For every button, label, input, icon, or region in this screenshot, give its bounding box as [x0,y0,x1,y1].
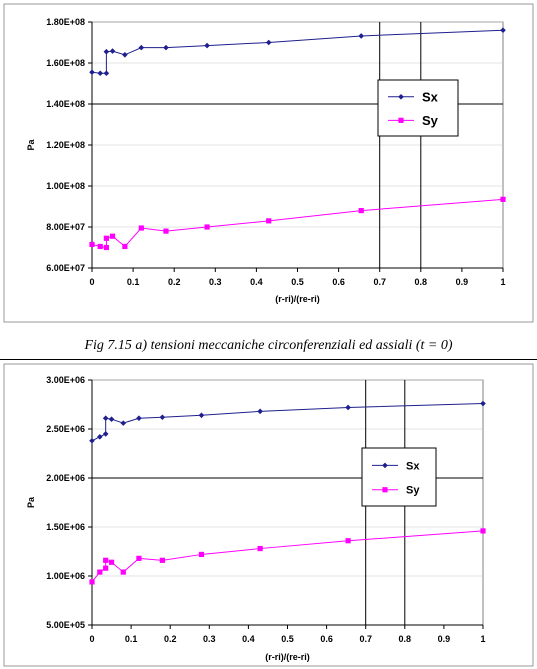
chart-2-series-sy-point [97,569,102,574]
chart-1-y-tick-label: 1.40E+08 [46,99,85,109]
chart-2-series-sy-point [103,558,108,563]
chart-2-x-tick-label: 1 [480,634,486,644]
chart-1-series-sy-point [104,236,109,241]
chart-1-x-tick-label: 0.3 [209,277,222,287]
chart-1-x-tick-label: 0.1 [126,277,140,287]
chart-1-y-tick-label: 8.00E+07 [46,222,85,232]
chart-1-series-sy-point [163,229,168,234]
chart-2-series-sy-point [480,528,485,533]
chart-2-series-sy-point [109,560,114,565]
chart-1-legend-sy-label: Sy [422,113,438,128]
chart-2-series-sy-point [89,579,94,584]
chart-1-series-sy-point [266,218,271,223]
chart-2-series-sy-point [160,558,165,563]
chart-1-series-sy-point [122,244,127,249]
chart-2-x-tick-label: 0.4 [242,634,255,644]
chart-2-y-axis-title: Pa [26,496,36,509]
chart-1-series-sy-point [204,224,209,229]
chart-1-x-tick-label: 0.6 [332,277,345,287]
chart-1-x-tick-label: 0.8 [414,277,428,287]
chart-2-x-tick-label: 0.2 [163,634,177,644]
chart-2-y-tick-label: 2.50E+06 [46,424,85,434]
chart-1-y-axis-title: Pa [26,139,36,151]
chart-1-series-sy-point [89,242,94,247]
chart-1-x-tick-label: 0.5 [291,277,304,287]
chart-2-series-sy-point [103,566,108,571]
section-divider [0,359,537,360]
chart-2-y-tick-label: 1.50E+06 [46,522,85,532]
chart-2-x-axis-title: (r-ri)/(re-ri) [265,652,310,662]
chart-1-series-sy-point [500,197,505,202]
chart-2-series-sy-point [346,538,351,543]
chart-1 [4,4,533,322]
chart-2-y-tick-label: 3.00E+06 [46,375,85,385]
chart-2-series-sy-point [121,569,126,574]
chart-1-x-tick-label: 0.4 [250,277,263,287]
chart-1-y-tick-label: 1.20E+08 [46,140,85,150]
chart-2-x-tick-label: 0.7 [359,634,372,644]
chart-2-legend-sx-label: Sx [406,460,420,473]
chart-1-y-tick-label: 1.80E+08 [46,17,85,27]
chart-2-legend-box [362,448,436,506]
chart-2-series-sy-point [199,552,204,557]
chart-2-legend-sy-label: Sy [406,484,420,497]
chart-2-x-tick-label: 0.3 [203,634,216,644]
figure-caption: Fig 7.15 a) tensioni meccaniche circonferenziali ed assiali (t = 0) [84,338,453,353]
chart-2-series-sy-point [258,546,263,551]
chart-2-series-sy-point [136,556,141,561]
chart-1-series-sy-point [359,208,364,213]
chart-1-series-sy-point [139,225,144,230]
chart-2-x-tick-label: 0 [89,634,95,644]
chart-1-x-tick-label: 1 [500,277,506,287]
chart-1-x-tick-label: 0.7 [373,277,386,287]
chart-1-legend-sx-label: Sx [422,89,438,105]
chart-1-x-tick-label: 0.2 [167,277,181,287]
chart-2-y-tick-label: 2.00E+06 [46,473,85,483]
chart-2-y-tick-label: 5.00E+05 [46,620,85,630]
chart-1-x-tick-label: 0 [89,277,95,287]
chart-2-legend-sy-marker [382,487,387,492]
chart-2-x-tick-label: 0.1 [124,634,138,644]
chart-1-y-tick-label: 6.00E+07 [46,263,85,273]
chart-1-y-tick-label: 1.00E+08 [46,181,85,191]
chart-2-x-tick-label: 0.9 [437,634,451,644]
chart-1-legend-sy-marker [398,118,403,123]
chart-1-x-axis-title: (r-ri)/(re-ri) [275,294,320,304]
chart-1-series-sy-point [98,244,103,249]
chart-1-x-tick-label: 0.9 [455,277,469,287]
chart-2 [4,364,533,666]
chart-1-series-sy-point [110,234,115,239]
chart-2-x-tick-label: 0.8 [398,634,412,644]
chart-2-x-tick-label: 0.5 [281,634,294,644]
chart-1-y-tick-label: 1.60E+08 [46,58,85,68]
chart-2-x-tick-label: 0.6 [320,634,333,644]
chart-1-series-sy-point [104,245,109,250]
chart-2-y-tick-label: 1.00E+06 [46,571,85,581]
chart-1-legend-box [378,80,458,136]
